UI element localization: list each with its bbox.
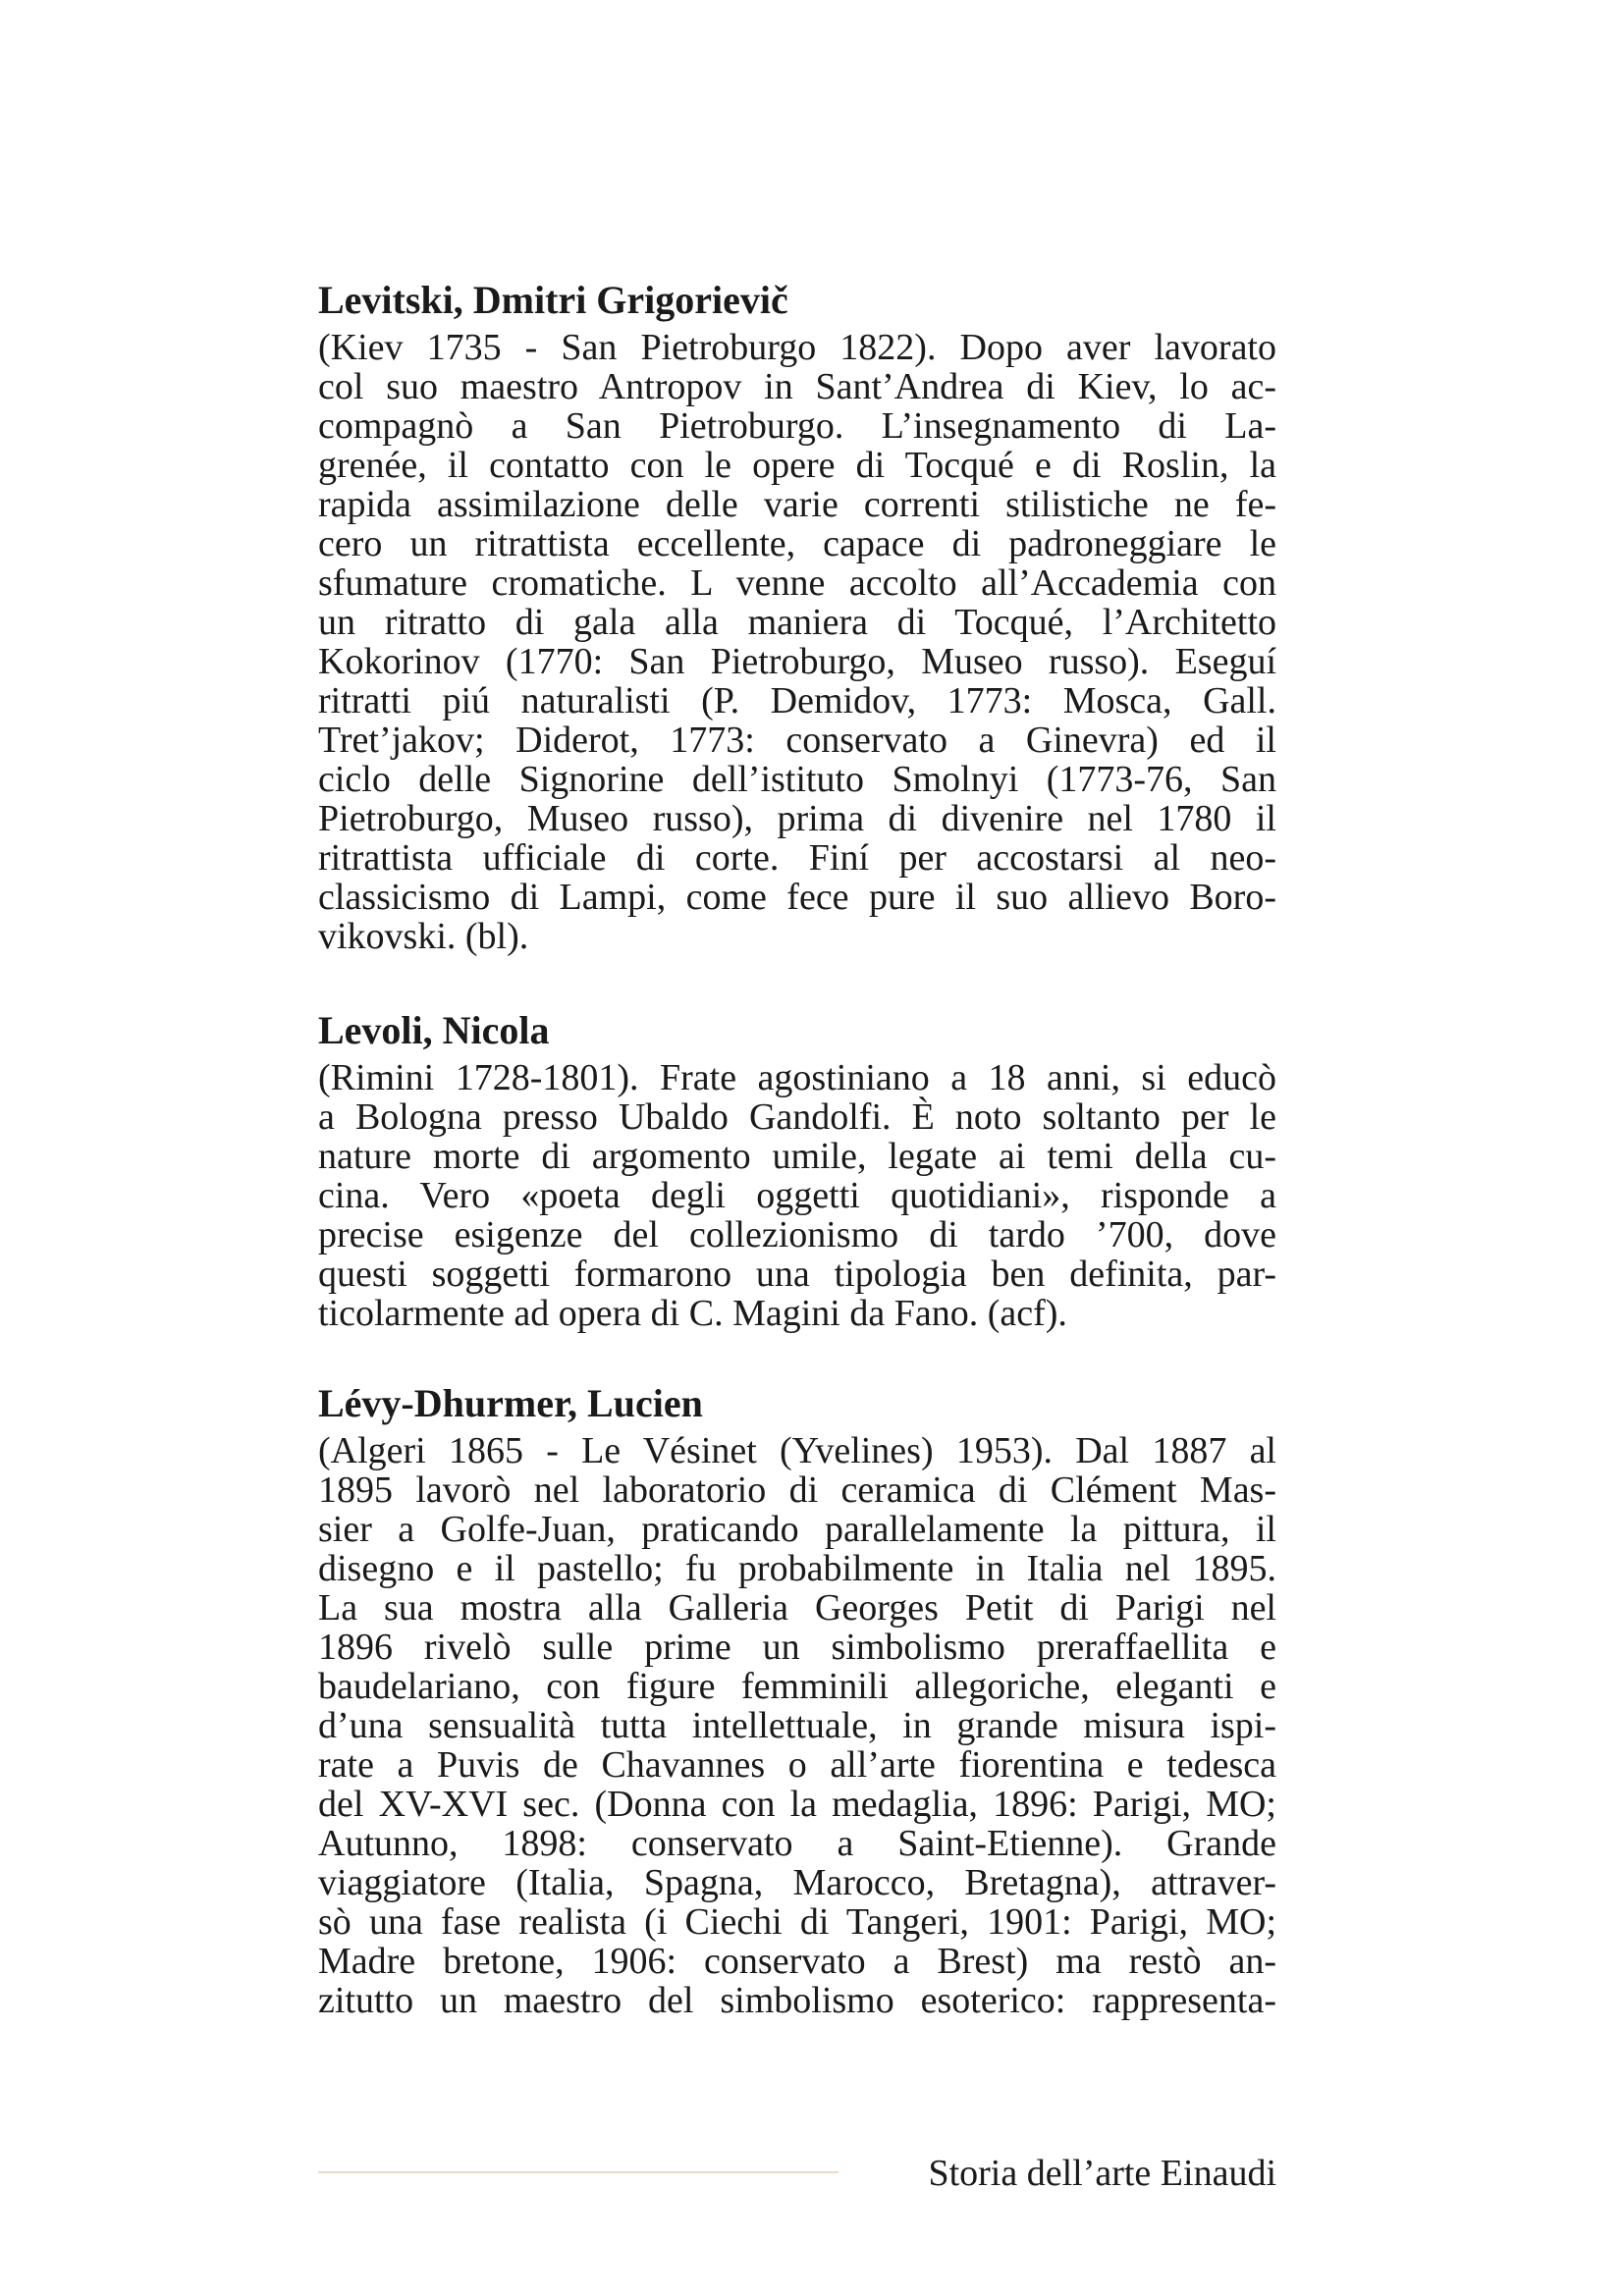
entry-text-line: col suo maestro Antropov in Sant’Andrea di Kiev, lo ac-	[318, 366, 1276, 407]
entry-text-line: 1896 rivelò sulle prime un simbolismo preraffaellita e	[318, 1627, 1276, 1668]
entry-text-line: del XV-XVI sec. (Donna con la medaglia, 1896: Parigi, MO;	[318, 1784, 1276, 1825]
entry-title: Levitski, Dmitri Grigorievič	[318, 278, 788, 322]
entry-text-line: un ritratto di gala alla maniera di Tocqué, l’Architetto	[318, 602, 1276, 643]
entry-text-line: (Rimini 1728-1801). Frate agostiniano a 18 anni, si educò	[318, 1057, 1276, 1098]
entry-levoli	[318, 1008, 1276, 1334]
entry-text-line: 1895 lavorò nel laboratorio di ceramica di Clément Mas-	[318, 1469, 1276, 1511]
entry-text-line: ritrattista ufficiale di corte. Finí per accostarsi al neo-	[318, 837, 1276, 879]
entry-text-line: sfumature cromatiche. L venne accolto all’Accademia con	[318, 562, 1276, 604]
entry-text-line: cero un ritrattista eccellente, capace di padroneggiare le	[318, 523, 1276, 564]
entry-text-line: viaggiatore (Italia, Spagna, Marocco, Bretagna), attraver-	[318, 1862, 1276, 1903]
entry-text-line: compagnò a San Pietroburgo. L’insegnamento di La-	[318, 405, 1276, 447]
entry-text-line: classicismo di Lampi, come fece pure il suo allievo Boro-	[318, 877, 1276, 918]
entry-text-line: (Kiev 1735 - San Pietroburgo 1822). Dopo aver lavorato	[318, 327, 1276, 368]
entry-text-line: Pietroburgo, Museo russo), prima di divenire nel 1780 il	[318, 798, 1276, 839]
entry-text-line: (Algeri 1865 - Le Vésinet (Yvelines) 1953). Dal 1887 al	[318, 1430, 1276, 1471]
entry-text-line: ticolarmente ad opera di C. Magini da Fano. (acf).	[318, 1293, 1067, 1334]
entry-text-line: grenée, il contatto con le opere di Tocqué e di Roslin, la	[318, 445, 1276, 486]
entry-text-line: baudelariano, con figure femminili allegoriche, eleganti e	[318, 1666, 1276, 1707]
entry-text-line: disegno e il pastello; fu probabilmente in Italia nel 1895.	[318, 1548, 1276, 1589]
entry-text-line: vikovski. (bl).	[318, 916, 529, 957]
entry-text-line: Tret’jakov; Diderot, 1773: conservato a Ginevra) ed il	[318, 720, 1276, 761]
entry-text-line: precise esigenze del collezionismo di tardo ’700, dove	[318, 1214, 1276, 1255]
entry-text-line: ritratti piú naturalisti (P. Demidov, 1773: Mosca, Gall.	[318, 680, 1276, 721]
entry-title: Levoli, Nicola	[318, 1008, 550, 1052]
entry-text-line: ciclo delle Signorine dell’istituto Smolnyi (1773-76, San	[318, 759, 1276, 800]
entry-text-line: d’una sensualità tutta intellettuale, in grande misura ispi-	[318, 1705, 1276, 1746]
entry-text-line: sò una fase realista (i Ciechi di Tangeri, 1901: Parigi, MO;	[318, 1901, 1276, 1943]
entry-text-line: rapida assimilazione delle varie correnti stilistiche ne fe-	[318, 484, 1276, 525]
entry-levy-dhurmer	[318, 1381, 1276, 2021]
entry-text-line: Kokorinov (1770: San Pietroburgo, Museo russo). Eseguí	[318, 641, 1276, 682]
entry-title: Lévy-Dhurmer, Lucien	[318, 1381, 703, 1425]
entry-text-line: Autunno, 1898: conservato a Saint-Etienne). Grande	[318, 1823, 1276, 1864]
entry-text-line: questi soggetti formarono una tipologia ben definita, par-	[318, 1254, 1276, 1295]
entry-text-line: Madre bretone, 1906: conservato a Brest) ma restò an-	[318, 1941, 1276, 1982]
entry-text-line: La sua mostra alla Galleria Georges Petit di Parigi nel	[318, 1587, 1276, 1629]
entry-text-line: rate a Puvis de Chavannes o all’arte fiorentina e tedesca	[318, 1744, 1276, 1786]
entry-text-line: sier a Golfe-Juan, praticando parallelamente la pittura, il	[318, 1509, 1276, 1550]
footer-title: Storia dell’arte Einaudi	[928, 2153, 1276, 2194]
entry-text-line: nature morte di argomento umile, legate ai temi della cu-	[318, 1136, 1276, 1177]
entry-text-line: zitutto un maestro del simbolismo esoterico: rappresenta-	[318, 1980, 1276, 2021]
footer-rule	[318, 2171, 839, 2173]
entry-text-line: a Bologna presso Ubaldo Gandolfi. È noto soltanto per le	[318, 1096, 1276, 1138]
entry-levitski	[318, 278, 1276, 957]
entry-text-line: cina. Vero «poeta degli oggetti quotidiani», risponde a	[318, 1175, 1276, 1216]
